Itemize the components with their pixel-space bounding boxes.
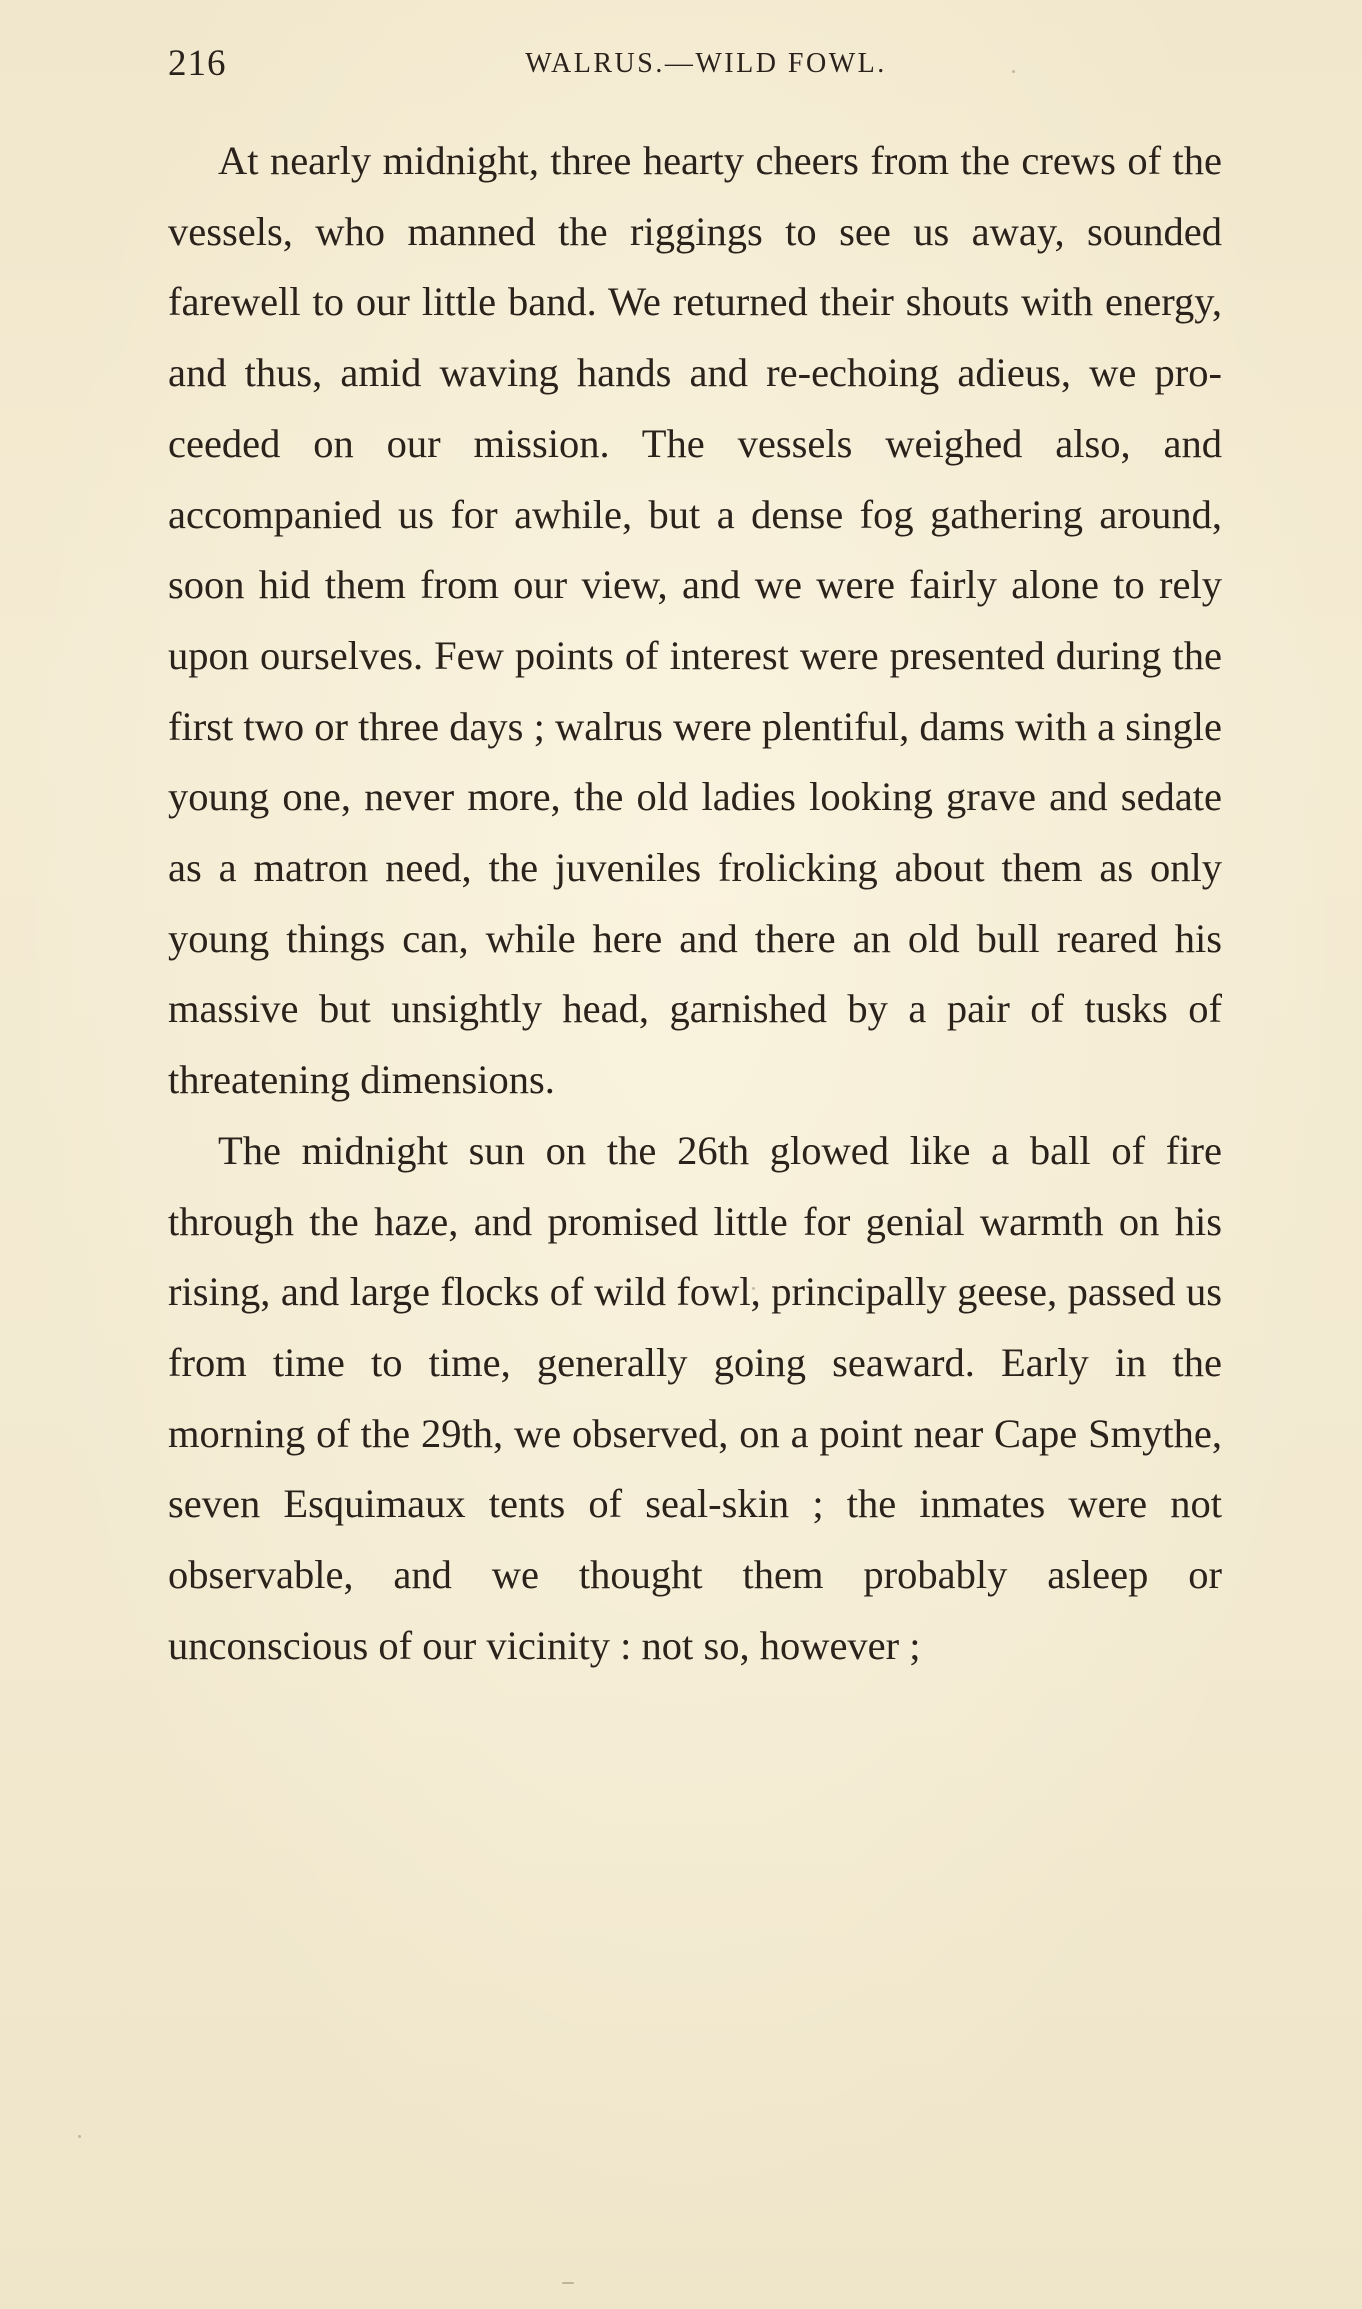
paper-speck	[562, 2282, 574, 2284]
paper-speck	[1012, 70, 1015, 73]
paper-speck	[78, 2135, 81, 2138]
body-text	[168, 126, 1222, 1681]
paragraph-1: At nearly midnight, three hearty cheers from the crews of the vessels, who manned the riggings to see us away, sounded farewell to our little band. We returned their shouts with energy, and thus, amid waving hands and re-echoing adieus, we pro-ceeded on our mission. The vessels weighed also, and accompanied us for awhile, but a dense fog gathering around, soon hid them from our view, and we were fairly alone to rely upon ourselves. Few points of interest were presented during the first two or three days ; walrus were plentiful, dams with a single young one, never more, the old ladies looking grave and sedate as a matron need, the juveniles frolicking about them as only young things can, while here and there an old bull reared his massive but unsightly head, garnished by a pair of tusks of threatening dimensions.	[168, 138, 1222, 1103]
page-number: 216	[168, 43, 227, 84]
page-header	[168, 38, 1244, 98]
paper-speck	[752, 1287, 755, 1290]
running-head: WALRUS.—WILD FOWL.	[525, 48, 887, 79]
paragraph-2: The midnight sun on the 26th glowed like a ball of fire through the haze, and promised little for genial warmth on his rising, and large flocks of wild fowl, principally geese, passed us from time to time, generally going seaward. Early in the morning of the 29th, we observed, on a point near Cape Smythe, seven Esquimaux tents of seal-skin ; the inmates were not observable, and we thought them probably asleep or unconscious of our vicinity : not so, however ;	[168, 1127, 1222, 1668]
